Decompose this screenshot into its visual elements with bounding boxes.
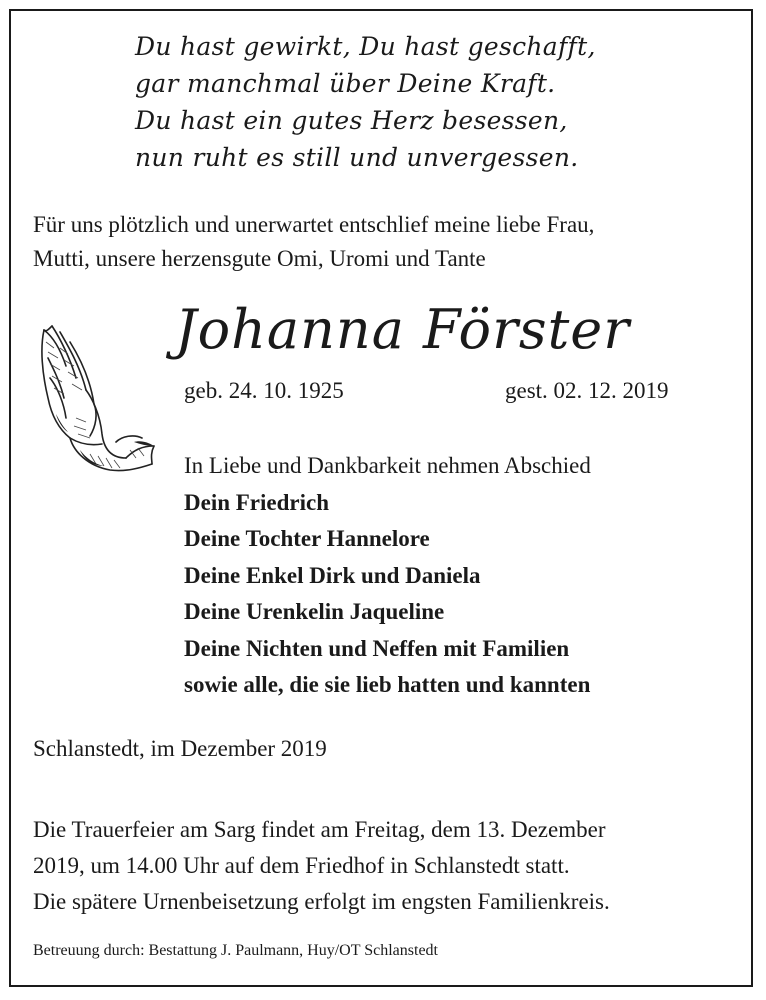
poem-line: gar manchmal über Deine Kraft. — [135, 69, 556, 98]
mourner-name: sowie alle, die sie lieb hatten und kannten — [184, 672, 591, 697]
poem-line: nun ruht es still und unvergessen. — [135, 143, 579, 172]
funeral-home-credit: Betreuung durch: Bestattung J. Paulmann, Huy/OT Schlanstedt — [33, 942, 438, 959]
funeral-info — [33, 812, 743, 920]
mourner-name: Deine Nichten und Neffen mit Familien — [184, 635, 570, 661]
intro-line: Für uns plötzlich und unerwartet entschlief meine liebe Frau, — [33, 212, 595, 237]
mourner-name: Deine Urenkelin Jaqueline — [184, 599, 445, 624]
poem — [135, 28, 596, 176]
poem-line: Du hast gewirkt, Du hast geschafft, — [135, 32, 596, 61]
death-date: gest. 02. 12. 2019 — [505, 378, 669, 403]
birth-date: geb. 24. 10. 1925 — [184, 378, 344, 403]
deceased-name: Johanna Förster — [175, 298, 631, 361]
mourner-name: Deine Tochter Hannelore — [184, 526, 430, 551]
funeral-line: 2019, um 14.00 Uhr auf dem Friedhof in Schlanstedt statt. — [33, 853, 570, 878]
poem-line: Du hast ein gutes Herz besessen, — [135, 106, 568, 135]
praying-hands-icon — [30, 318, 160, 483]
funeral-line: Die Trauerfeier am Sarg findet am Freitag, dem 13. Dezember — [33, 817, 606, 842]
funeral-line: Die spätere Urnenbeisetzung erfolgt im engsten Familienkreis. — [33, 889, 610, 914]
intro-line: Mutti, unsere herzensgute Omi, Uromi und Tante — [33, 246, 486, 271]
mourner-name: Dein Friedrich — [184, 489, 329, 515]
mourner-name: Deine Enkel Dirk und Daniela — [184, 562, 481, 588]
intro-text — [33, 208, 733, 276]
mourners-intro: In Liebe und Dankbarkeit nehmen Abschied — [184, 453, 591, 478]
place-date: Schlanstedt, im Dezember 2019 — [33, 736, 327, 761]
mourners-block — [184, 448, 591, 704]
